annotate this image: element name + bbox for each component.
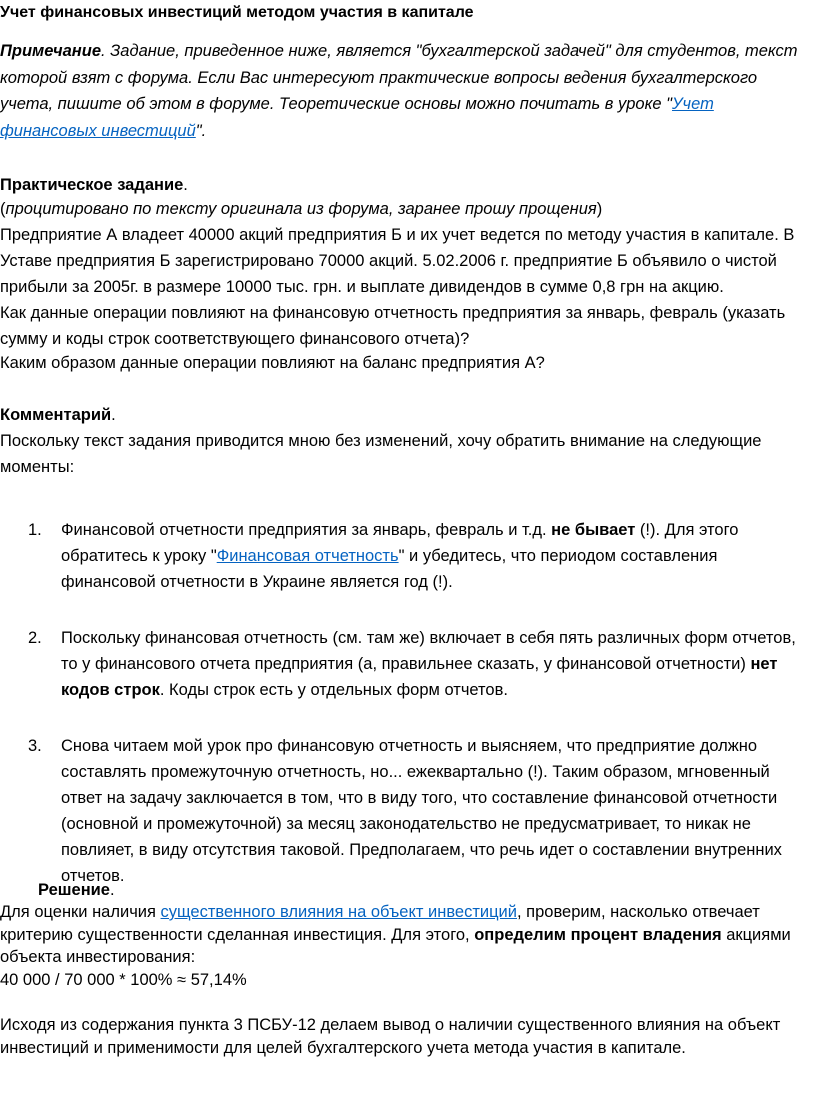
quote-close: ) <box>596 200 603 218</box>
solution-text: Для оценки наличия <box>0 903 161 921</box>
link-financial-reporting[interactable]: Финансовая отчетность <box>216 547 399 565</box>
list-text: Финансовой отчетности предприятия за январь, февраль и т.д. <box>61 521 552 539</box>
list-text: (!). Для этого обратитесь к уроку " <box>61 521 739 565</box>
note-text-1: . Задание, приведенное ниже, является "бухгалтерской задачей" для студентов, текст которой взят с форума. Если Вас интересуют практические вопросы ведения бухгалтерского учета, пишите об этом в форуме. Теоретические основы можно почитать в уроке " <box>0 42 798 113</box>
note-text-2: ". <box>195 121 207 140</box>
list-text: Поскольку финансовая отчетность (см. там же) включает в себя пять различных форм отчетов, то у финансового отчета предприятия (а, правильнее сказать, у финансовой отчетности) <box>61 629 796 673</box>
comment-label: Комментарий <box>0 406 112 424</box>
list-text: . Коды строк есть у отдельных форм отчетов. <box>159 681 508 699</box>
list-number: 2. <box>28 629 42 647</box>
list-item <box>0 733 800 889</box>
comment-list <box>0 517 800 889</box>
solution-text: акциями объекта инвестирования: <box>0 925 791 966</box>
list-bold: нет кодов строк <box>61 655 778 699</box>
list-bold: не бывает <box>551 521 636 539</box>
task-heading <box>0 172 800 198</box>
task-dot: . <box>183 176 188 194</box>
task-quote-text: процитировано по тексту оригинала из форума, заранее прошу прощения <box>5 200 597 218</box>
link-significant-influence[interactable]: существенного влияния на объект инвестиций <box>160 903 517 921</box>
list-item <box>0 625 800 703</box>
solution-dot: . <box>110 881 115 899</box>
list-text: " и убедитесь, что периодом составления финансовой отчетности в Украине является год (!). <box>61 547 718 591</box>
note-label: Примечание <box>0 42 102 60</box>
solution-paragraph <box>0 901 800 991</box>
task-line-1: Предприятие А владеет 40000 акций предприятия Б и их учет ведется по методу участия в капитале. В Уставе предприятия Б зарегистрировано 70000 акций. 5.02.2006 г. предприятие Б объявило о чистой прибыли за 2005г. в размере 10000 тыс. грн. и выплате дивидендов в сумме 0,8 грн на акцию. <box>0 226 795 296</box>
conclusion-paragraph: Исходя из содержания пункта 3 ПСБУ-12 делаем вывод о наличии существенного влияния на объект инвестиций и применимости для целей бухгалтерского учета метода участия в капитале. <box>0 1016 781 1057</box>
comment-heading <box>0 402 800 428</box>
link-financial-investments[interactable]: Учет финансовых инвестиций <box>0 95 714 140</box>
solution-heading <box>38 879 115 901</box>
task-line-2: Как данные операции повлияют на финансовую отчетность предприятия за январь, февраль (указать сумму и коды строк соответствующего финансового отчета)? <box>0 304 786 348</box>
list-number: 3. <box>28 737 42 755</box>
task-label: Практическое задание <box>0 176 184 194</box>
solution-formula: 40 000 / 70 000 * 100% ≈ 57,14% <box>0 970 247 989</box>
task-quote <box>0 196 800 222</box>
solution-label: Решение <box>38 881 110 899</box>
task-line-3: Каким образом данные операции повлияют на баланс предприятия А? <box>0 354 545 372</box>
quote-open: ( <box>0 200 6 218</box>
solution-text: , проверим, насколько отвечает критерию существенности сделанная инвестиция. Для этого, <box>0 903 760 944</box>
list-number: 1. <box>28 521 42 539</box>
note-paragraph <box>0 38 800 144</box>
comment-dot: . <box>111 406 116 424</box>
page-title: Учет финансовых инвестиций методом участия в капитале <box>0 4 474 21</box>
comment-intro: Поскольку текст задания приводится мною без изменений, хочу обратить внимание на следующие моменты: <box>0 432 762 476</box>
solution-bold: определим процент владения <box>474 925 722 944</box>
list-item <box>0 517 800 595</box>
list-text: Снова читаем мой урок про финансовую отчетность и выясняем, что предприятие должно составлять промежуточную отчетность, но... ежеквартально (!). Таким образом, мгновенный ответ на задачу заключается в том, что в виду того, что составление финансовой отчетности (основной и промежуточной) за месяц законодательство не предусматривает, то никак не повлияет, в виду отсутствия таковой. Предполагаем, что речь идет о составлении внутренних отчетов. <box>61 737 782 885</box>
